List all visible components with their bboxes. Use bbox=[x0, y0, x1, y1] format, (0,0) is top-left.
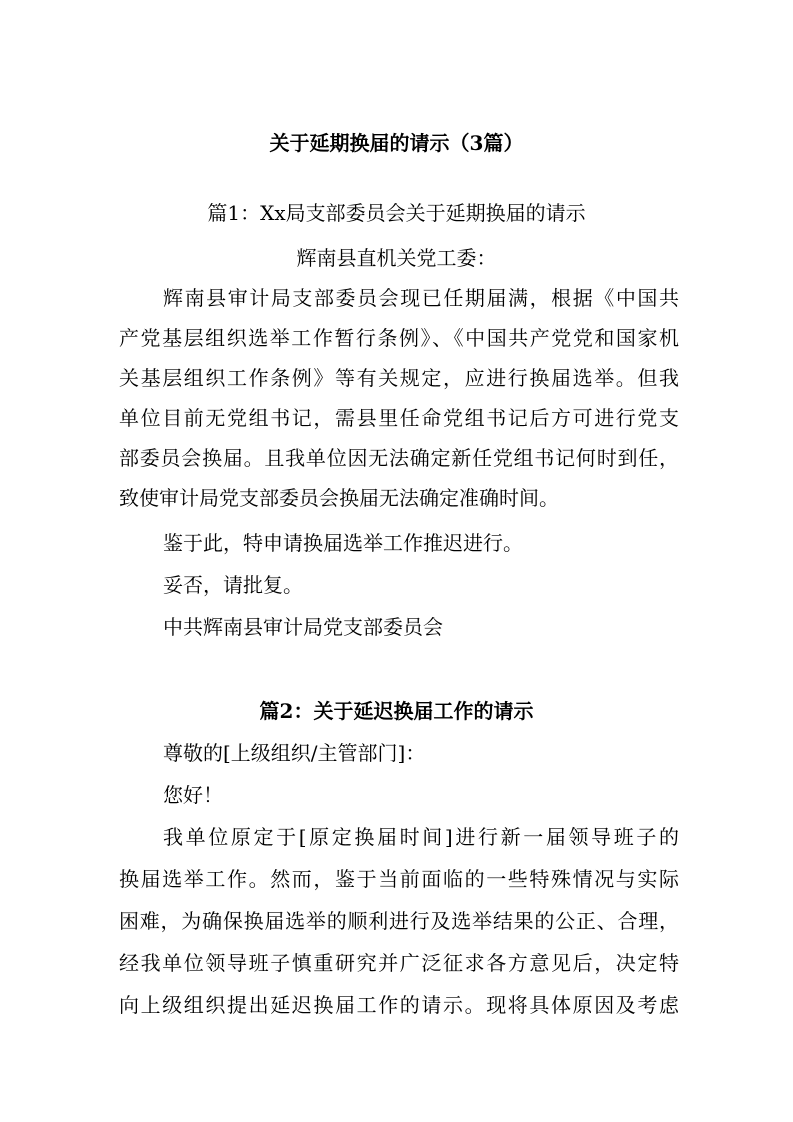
article1-paragraph: 妥否，请批复。 bbox=[163, 573, 303, 597]
article2-body-line: 困难，为确保换届选举的顺利进行及选举结果的公正、合理， bbox=[119, 909, 679, 933]
article2-greeting: 您好！ bbox=[163, 783, 223, 807]
article2-body-line: 换届选举工作。然而，鉴于当前面临的一些特殊情况与实际 bbox=[119, 867, 679, 891]
article2-heading: 篇2：关于延迟换届工作的请示 bbox=[259, 699, 534, 723]
document-title: 关于延期换届的请示（3篇） bbox=[269, 131, 524, 155]
article2-salutation: 尊敬的[上级组织/主管部门]： bbox=[163, 741, 426, 765]
article1-body-line: 致使审计局党支部委员会换届无法确定准确时间。 bbox=[119, 486, 559, 510]
article1-paragraph: 鉴于此，特申请换届选举工作推迟进行。 bbox=[163, 531, 523, 555]
article1-body-line: 产党基层组织选举工作暂行条例》、《中国共产党党和国家机 bbox=[119, 326, 679, 350]
article1-body-line: 部委员会换届。且我单位因无法确定新任党组书记何时到任， bbox=[119, 446, 679, 470]
article1-heading: 篇1：Xx局支部委员会关于延期换届的请示 bbox=[207, 201, 586, 225]
article1-body-line: 辉南县审计局支部委员会现已任期届满，根据《中国共 bbox=[163, 286, 679, 310]
article2-body-line: 经我单位领导班子慎重研究并广泛征求各方意见后，决定特 bbox=[119, 951, 679, 975]
article1-addressee: 辉南县直机关党工委： bbox=[296, 246, 497, 270]
article2-body-line: 向上级组织提出延迟换届工作的请示。现将具体原因及考虑 bbox=[119, 993, 679, 1017]
article1-body-line: 关基层组织工作条例》等有关规定，应进行换届选举。但我 bbox=[119, 366, 679, 390]
article1-body-line: 单位目前无党组书记，需县里任命党组书记后方可进行党支 bbox=[119, 406, 679, 430]
article2-body-line: 我单位原定于[原定换届时间]进行新一届领导班子的 bbox=[163, 825, 679, 849]
article1-signature: 中共辉南县审计局党支部委员会 bbox=[163, 615, 443, 639]
